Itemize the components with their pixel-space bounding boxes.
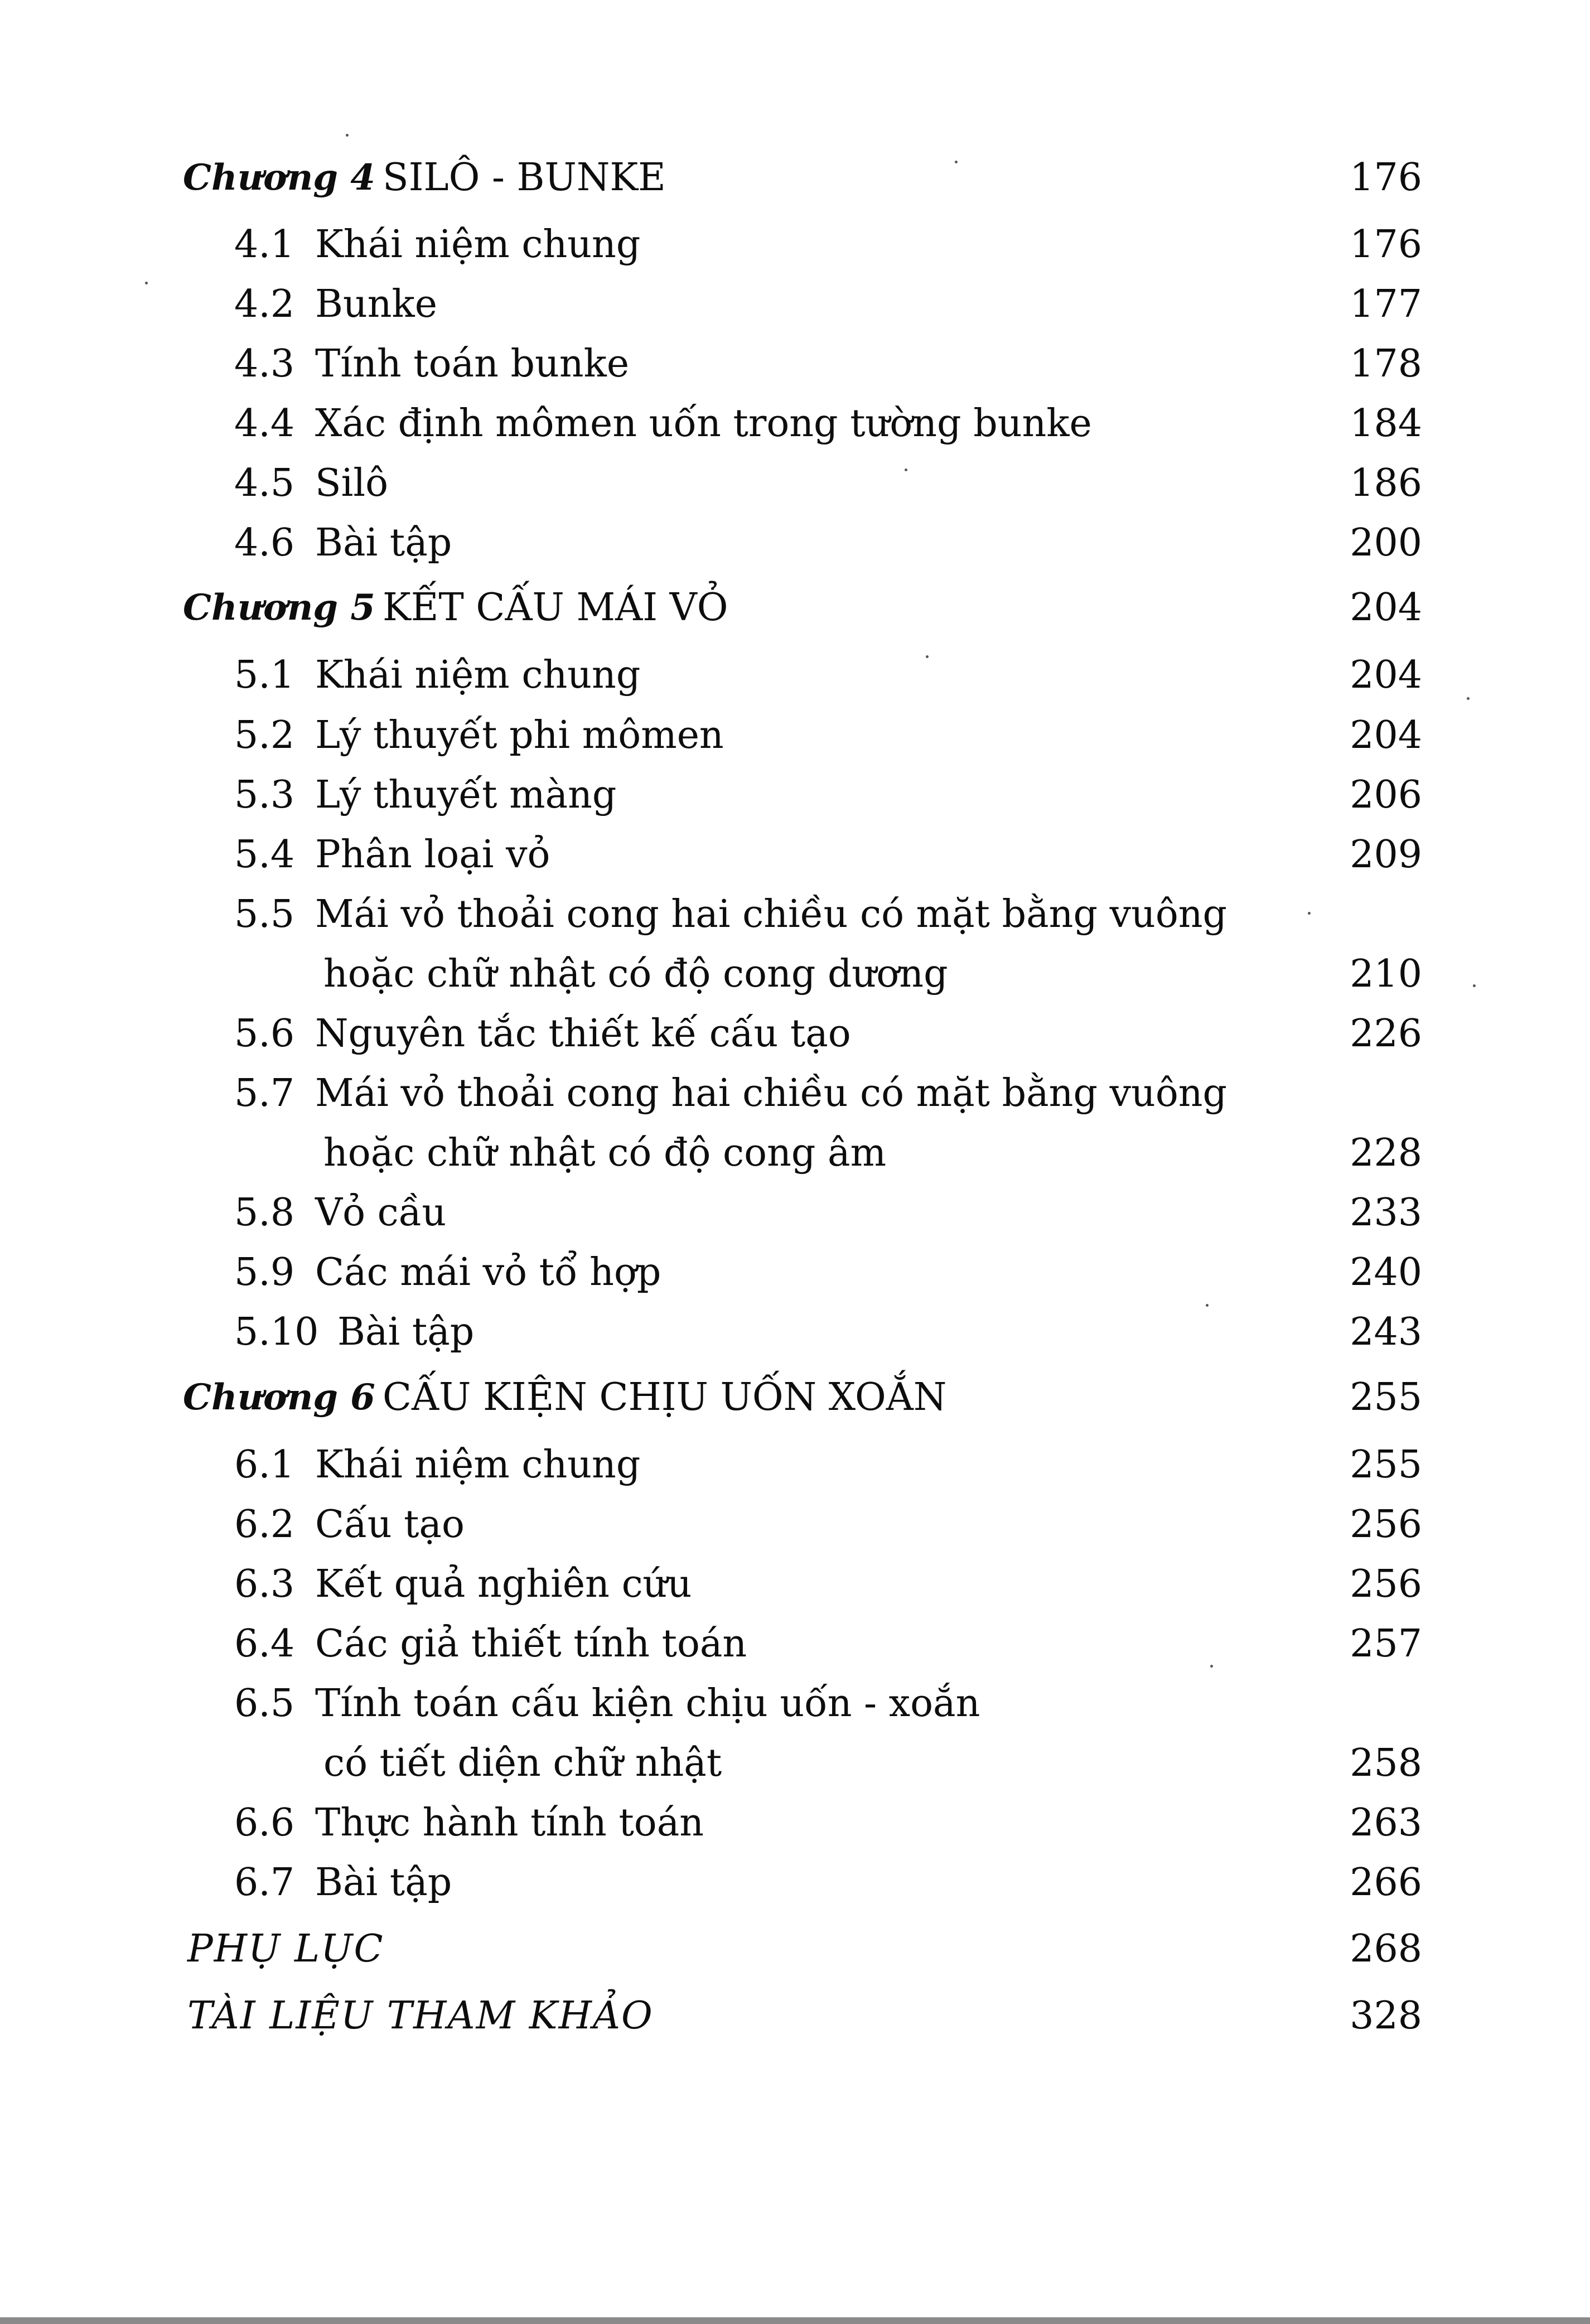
section-title: Lý thuyết màng <box>315 773 617 817</box>
toc-appendix <box>0 1919 1590 1980</box>
scan-speck <box>346 134 349 137</box>
section-number: 4.3 <box>234 342 295 386</box>
section-title: Tính toán bunke <box>315 342 630 386</box>
toc-section-4-4 <box>0 393 1590 455</box>
page-number: 263 <box>1350 1801 1422 1845</box>
scan-speck <box>926 655 929 658</box>
section-title-continuation: hoặc chữ nhật có độ cong dương <box>323 952 948 996</box>
page-number: 257 <box>1350 1622 1422 1666</box>
page-number: 204 <box>1350 713 1422 757</box>
toc-section-4-5 <box>0 453 1590 514</box>
toc-section-4-2 <box>0 274 1590 335</box>
page-number: 177 <box>1350 282 1422 326</box>
section-number: 4.2 <box>234 282 295 326</box>
scan-edge <box>0 2317 1590 2324</box>
section-title: Silô <box>315 461 389 505</box>
page-number: 268 <box>1350 1927 1422 1971</box>
chapter-title: KẾT CẤU MÁI VỎ <box>383 586 728 630</box>
toc-chapter-4 <box>0 147 1590 209</box>
toc-section-5-10 <box>0 1302 1590 1363</box>
section-title: Khái niệm chung <box>315 1443 641 1487</box>
toc-section-5-9 <box>0 1242 1590 1303</box>
section-title: Bài tập <box>337 1310 475 1354</box>
appendix-title: PHỤ LỤC <box>187 1927 384 1971</box>
toc-chapter-6 <box>0 1367 1590 1428</box>
section-title: Lý thuyết phi mômen <box>315 713 724 757</box>
scan-speck <box>1467 697 1470 700</box>
page-number: 240 <box>1350 1250 1422 1294</box>
section-title: Các mái vỏ tổ hợp <box>315 1250 661 1294</box>
toc-section-6-6 <box>0 1792 1590 1854</box>
section-title: Phân loại vỏ <box>315 833 550 877</box>
toc-section-5-3 <box>0 765 1590 826</box>
toc-section-6-7 <box>0 1852 1590 1914</box>
chapter-label: Chương 4 <box>183 157 375 199</box>
section-number: 5.1 <box>234 653 295 697</box>
section-number: 6.5 <box>234 1682 295 1726</box>
section-number: 6.6 <box>234 1801 295 1845</box>
page-number: 226 <box>1350 1012 1422 1056</box>
section-title: Khái niệm chung <box>315 653 641 697</box>
section-number: 6.3 <box>234 1562 295 1606</box>
page-number: 200 <box>1350 521 1422 565</box>
page-number: 266 <box>1350 1861 1422 1905</box>
toc-references <box>0 1985 1590 2047</box>
chapter-title: CẤU KIỆN CHỊU UỐN XOẮN <box>383 1375 947 1419</box>
page-number: 328 <box>1350 1994 1422 2038</box>
page-number: 204 <box>1350 653 1422 697</box>
chapter-label: Chương 6 <box>183 1376 375 1418</box>
page-number: 178 <box>1350 342 1422 386</box>
page-number: 176 <box>1350 223 1422 267</box>
toc-section-5-5-continuation <box>0 944 1590 1005</box>
section-title: Kết quả nghiên cứu <box>315 1562 692 1606</box>
section-number: 4.1 <box>234 223 295 267</box>
references-title: TÀI LIỆU THAM KHẢO <box>187 1994 654 2038</box>
scan-speck <box>1308 912 1311 915</box>
page-number: 258 <box>1350 1741 1422 1785</box>
section-number: 5.3 <box>234 773 295 817</box>
page-number: 256 <box>1350 1502 1422 1547</box>
section-number: 6.2 <box>234 1502 295 1547</box>
toc-section-5-6 <box>0 1003 1590 1065</box>
toc-section-6-2 <box>0 1494 1590 1555</box>
section-number: 5.8 <box>234 1191 295 1235</box>
page-number: 176 <box>1350 156 1422 200</box>
chapter-title: SILÔ - BUNKE <box>383 156 666 200</box>
section-number: 4.6 <box>234 521 295 565</box>
toc-section-5-7 <box>0 1063 1590 1124</box>
page-number: 228 <box>1350 1131 1422 1175</box>
toc-section-5-2 <box>0 705 1590 766</box>
section-number: 5.5 <box>234 892 295 936</box>
page-number: 206 <box>1350 773 1422 817</box>
section-title: Thực hành tính toán <box>315 1801 704 1845</box>
chapter-label: Chương 5 <box>183 587 375 629</box>
section-title: Khái niệm chung <box>315 223 641 267</box>
section-title: Bài tập <box>315 521 452 565</box>
toc-section-4-3 <box>0 334 1590 395</box>
section-title: Nguyên tắc thiết kế cấu tạo <box>315 1012 851 1056</box>
toc-section-5-4 <box>0 824 1590 886</box>
section-title: Các giả thiết tính toán <box>315 1622 747 1666</box>
section-number: 6.7 <box>234 1861 295 1905</box>
page-number: 210 <box>1350 952 1422 996</box>
section-number: 5.7 <box>234 1071 295 1115</box>
page-number: 186 <box>1350 461 1422 505</box>
scan-speck <box>1473 984 1476 987</box>
section-title: Mái vỏ thoải cong hai chiều có mặt bằng vuông <box>315 892 1227 936</box>
section-title: Xác định mômen uốn trong tường bunke <box>315 402 1092 446</box>
scan-speck <box>145 282 148 284</box>
toc-section-5-8 <box>0 1182 1590 1244</box>
section-number: 5.9 <box>234 1250 295 1294</box>
section-number: 5.2 <box>234 713 295 757</box>
section-title-continuation: hoặc chữ nhật có độ cong âm <box>323 1131 887 1175</box>
page-number: 204 <box>1350 586 1422 630</box>
toc-section-6-1 <box>0 1434 1590 1496</box>
section-number: 4.5 <box>234 461 295 505</box>
section-number: 6.4 <box>234 1622 295 1666</box>
scan-speck <box>1206 1304 1209 1307</box>
section-title: Mái vỏ thoải cong hai chiều có mặt bằng vuông <box>315 1071 1227 1115</box>
section-title: Cấu tạo <box>315 1502 465 1547</box>
page-number: 256 <box>1350 1562 1422 1606</box>
section-title: Tính toán cấu kiện chịu uốn - xoắn <box>315 1682 980 1726</box>
scan-speck <box>1210 1665 1213 1668</box>
scan-speck <box>905 468 907 471</box>
section-title: Vỏ cầu <box>315 1191 447 1235</box>
section-number: 5.4 <box>234 833 295 877</box>
toc-section-6-4 <box>0 1613 1590 1675</box>
section-number: 6.1 <box>234 1443 295 1487</box>
toc-chapter-5 <box>0 577 1590 639</box>
page-number: 255 <box>1350 1375 1422 1419</box>
toc-section-6-3 <box>0 1554 1590 1615</box>
page-number: 255 <box>1350 1443 1422 1487</box>
section-number: 5.6 <box>234 1012 295 1056</box>
toc-section-5-5 <box>0 884 1590 945</box>
page-number: 209 <box>1350 833 1422 877</box>
toc-section-4-1 <box>0 214 1590 276</box>
section-title: Bunke <box>315 282 438 326</box>
page-number: 243 <box>1350 1310 1422 1354</box>
page-number: 233 <box>1350 1191 1422 1235</box>
toc-section-4-6 <box>0 513 1590 574</box>
page-number: 184 <box>1350 402 1422 446</box>
scan-speck <box>955 161 958 163</box>
section-title-continuation: có tiết diện chữ nhật <box>323 1741 722 1785</box>
toc-section-6-5 <box>0 1673 1590 1734</box>
toc-section-5-1 <box>0 645 1590 706</box>
section-title: Bài tập <box>315 1861 452 1905</box>
toc-section-5-7-continuation <box>0 1123 1590 1184</box>
section-number: 4.4 <box>234 402 295 446</box>
toc-section-6-5-continuation <box>0 1733 1590 1794</box>
section-number: 5.10 <box>234 1310 319 1354</box>
